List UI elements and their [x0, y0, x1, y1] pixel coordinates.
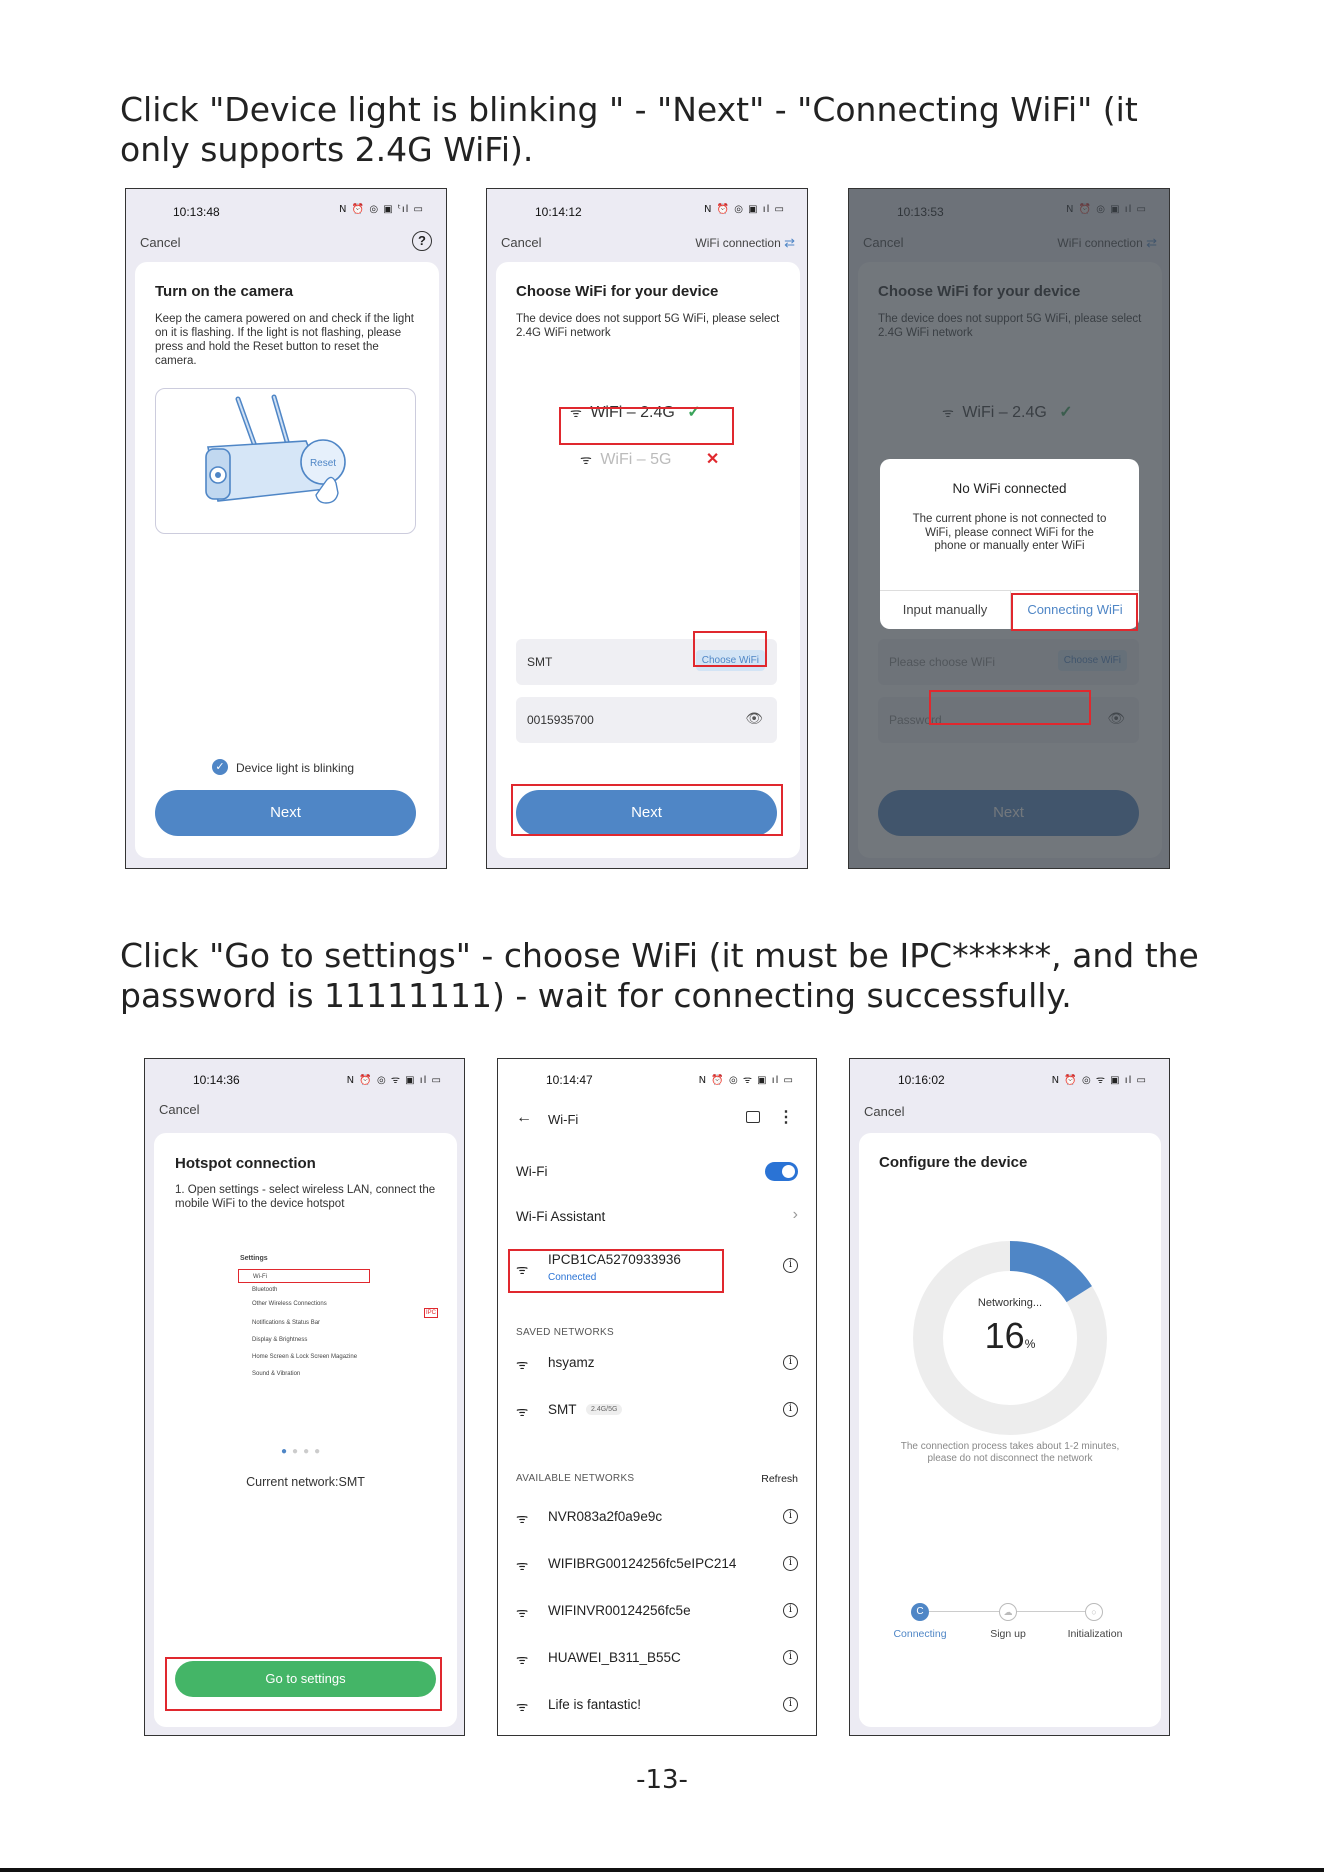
camera-illustration [155, 388, 416, 534]
status-time: 10:14:47 [546, 1073, 593, 1087]
mini-settings-list [238, 1269, 370, 1383]
percent-sign: % [1024, 1337, 1036, 1351]
available-network-row[interactable] [516, 1644, 798, 1684]
info-icon[interactable]: i [783, 1402, 798, 1417]
back-arrow-icon[interactable]: ← [516, 1109, 532, 1126]
band-tag: 2.4G/5G [586, 1404, 622, 1415]
mini-item-notifications: Notifications & Status Bar [252, 1320, 321, 1326]
info-icon[interactable]: i [783, 1650, 798, 1665]
content-card [154, 1133, 457, 1727]
step-connecting-label: Connecting [893, 1628, 947, 1640]
step-signup-icon: ☁ [999, 1603, 1017, 1621]
card-description: Keep the camera powered on and check if the light on it is flashing. If the light is not flashing, please press and hold the Reset button to reset the camera. [155, 313, 414, 367]
step-init-icon: ○ [1085, 1603, 1103, 1621]
card-title: Configure the device [879, 1154, 1028, 1171]
saved-network-row[interactable] [516, 1349, 798, 1389]
checkbox-label: Device light is blinking [236, 761, 355, 775]
network-name: HUAWEI_B311_B55C [548, 1650, 681, 1665]
status-time: 10:14:36 [193, 1073, 240, 1087]
wifi-signal-icon: ᯤ [580, 452, 592, 467]
page-number: -13- [636, 1765, 688, 1795]
swap-icon: ⇄ [784, 235, 795, 250]
wifi-assistant-item[interactable] [516, 1208, 798, 1228]
step-init-label: Initialization [1067, 1628, 1123, 1640]
info-icon[interactable]: i [783, 1258, 798, 1273]
highlight-password [929, 690, 1091, 725]
wifi-lock-icon: ᯤ [516, 1558, 529, 1573]
status-icons: N ⏰ ◎ ᯤ ▣ ıl ▭ [698, 1075, 794, 1086]
status-time: 10:13:48 [173, 205, 220, 219]
check-icon: ✓ [687, 404, 701, 421]
highlight-connecting-wifi [1011, 593, 1138, 631]
dialog-message: The current phone is not connected to WiFi, please connect WiFi for the phone or manually enter WiFi [912, 513, 1107, 552]
camera-icon [156, 389, 417, 535]
connected-network-name: IPCB1CA5270933936 [548, 1252, 681, 1267]
instruction-top: Click "Device light is blinking " - "Next" - "Connecting WiFi" (it only supports 2.4G WiFi). [120, 90, 1138, 169]
go-to-settings-button[interactable]: Go to settings [175, 1661, 436, 1697]
input-manually-button[interactable]: Input manually [902, 602, 988, 617]
network-name: WIFINVR00124256fc5e [548, 1603, 691, 1618]
info-icon[interactable]: i [783, 1697, 798, 1712]
card-title: Choose WiFi for your device [516, 283, 719, 300]
password-value: 0015935700 [527, 713, 594, 727]
progress-percent [859, 1315, 1161, 1357]
saved-network-row[interactable] [516, 1396, 798, 1436]
mini-item-bluetooth: Bluetooth [252, 1287, 278, 1293]
networking-label: Networking... [977, 1297, 1043, 1309]
screen-wifi-settings [497, 1058, 817, 1736]
content-card [859, 1133, 1161, 1727]
screen-hotspot-connection [144, 1058, 465, 1736]
mini-item-wifi: Wi-Fi [238, 1269, 370, 1283]
scan-icon[interactable] [746, 1111, 760, 1123]
password-field[interactable] [516, 697, 777, 743]
cancel-link[interactable]: Cancel [864, 1104, 905, 1119]
wifi-lock-icon: ᯤ [516, 1605, 529, 1620]
mini-item-sound: Sound & Vibration [252, 1371, 301, 1377]
more-icon[interactable]: ⋮ [778, 1109, 794, 1126]
dialog-title: No WiFi connected [952, 481, 1067, 496]
eye-icon[interactable]: 👁 [745, 710, 763, 726]
card-title: Hotspot connection [175, 1155, 316, 1172]
card-description: 1. Open settings - select wireless LAN, connect the mobile WiFi to the device hotspot [175, 1184, 436, 1210]
card-description: The device does not support 5G WiFi, please select 2.4G WiFi network [516, 313, 780, 339]
toggle-knob [782, 1165, 795, 1178]
screen-configure-device [849, 1058, 1170, 1736]
mini-item-wireless: Other Wireless Connections [252, 1301, 327, 1307]
available-network-row[interactable] [516, 1503, 798, 1543]
footer-rule [0, 1868, 1324, 1872]
help-icon[interactable]: ? [412, 231, 432, 251]
wifi-lock-icon: ᯤ [516, 1652, 529, 1667]
wifi-assistant-label: Wi-Fi Assistant [516, 1209, 606, 1224]
highlight-choose-wifi [693, 631, 767, 667]
ssid-value: SMT [527, 655, 553, 669]
next-button[interactable]: Next [155, 790, 416, 836]
chevron-right-icon: › [792, 1206, 798, 1223]
blinking-checkbox[interactable]: ✓ [212, 759, 228, 775]
content-card [135, 262, 439, 858]
available-network-row[interactable] [516, 1550, 798, 1590]
highlight-next [511, 784, 783, 836]
available-network-row[interactable] [516, 1691, 798, 1731]
screen-turn-on-camera [125, 188, 447, 869]
wifi-toggle-label: Wi-Fi [516, 1164, 548, 1179]
network-name: WIFIBRG00124256fc5eIPC214 [548, 1556, 737, 1571]
reset-label: Reset [309, 458, 337, 469]
available-network-row[interactable] [516, 1597, 798, 1637]
choose-wifi-button[interactable]: Choose WiFi [696, 650, 765, 671]
instruction-bottom: Click "Go to settings" - choose WiFi (it must be IPC******, and the password is 11111111) - wait for connecting successfully. [120, 936, 1199, 1015]
wifi-5g-option[interactable] [580, 449, 719, 469]
network-name: Life is fantastic! [548, 1697, 642, 1712]
carousel-dots: ●●●● [281, 1446, 326, 1457]
connecting-wifi-button[interactable]: Connecting WiFi [1010, 590, 1139, 629]
mini-settings-title: Settings [240, 1255, 268, 1262]
highlight-connected-network [508, 1249, 724, 1293]
cancel-link[interactable]: Cancel [159, 1102, 200, 1117]
wifi-lock-icon: ᯤ [516, 1699, 529, 1714]
connected-status: Connected [548, 1272, 597, 1283]
info-icon[interactable]: i [783, 1509, 798, 1524]
current-network: Current network:SMT [246, 1475, 365, 1489]
status-time: 10:14:12 [535, 205, 582, 219]
status-icons: N ⏰ ◎ ᯤ ▣ ıl ▭ [346, 1075, 442, 1086]
percent-value: 16 [984, 1315, 1025, 1356]
wifi-toggle[interactable] [765, 1162, 798, 1181]
info-icon[interactable]: i [783, 1355, 798, 1370]
wifi-connection-label: WiFi connection [695, 236, 781, 250]
cancel-link[interactable]: Cancel [140, 235, 181, 250]
cancel-link[interactable]: Cancel [501, 235, 542, 250]
status-icons: N ⏰ ◎ ᯤ ▣ ıl ▭ [1051, 1075, 1147, 1086]
network-name: NVR083a2f0a9e9c [548, 1509, 663, 1524]
screen-choose-wifi [486, 188, 808, 869]
refresh-button[interactable]: Refresh [761, 1473, 798, 1485]
step-signup-label: Sign up [990, 1628, 1026, 1640]
available-networks-header: AVAILABLE NETWORKS [516, 1473, 635, 1484]
step-connecting-icon: C [911, 1603, 929, 1621]
info-icon[interactable]: i [783, 1556, 798, 1571]
wifi-5g-label: WiFi – 5G [600, 451, 672, 468]
next-button[interactable]: Next [516, 790, 777, 836]
status-icons: N ⏰ ◎ ▣ ᵗıl ▭ [339, 204, 424, 215]
wifi-lock-icon: ᯤ [516, 1357, 529, 1372]
status-time: 10:16:02 [898, 1073, 945, 1087]
saved-networks-header: SAVED NETWORKS [516, 1327, 614, 1338]
mini-ipc-tag: IPC [426, 1310, 437, 1316]
card-title: Turn on the camera [155, 283, 294, 300]
info-icon[interactable]: i [783, 1603, 798, 1618]
cross-icon: ✕ [705, 451, 720, 468]
wifi-24g-label: WiFi – 2.4G [590, 404, 675, 421]
highlight-wifi-24g [559, 407, 734, 445]
wifi-lock-icon: ᯤ [516, 1404, 529, 1419]
connection-note: The connection process takes about 1-2 minutes, please do not disconnect the network [900, 1441, 1120, 1464]
wifi-lock-icon: ᯤ [516, 1511, 529, 1526]
wifi-lock-icon: ᯤ [516, 1262, 529, 1277]
network-name: SMT [548, 1402, 577, 1417]
content-card [496, 262, 800, 858]
wifi-signal-icon: ᯤ [570, 405, 582, 420]
wifi-page-title: Wi-Fi [548, 1112, 579, 1127]
network-name: hsyamz [548, 1355, 595, 1370]
status-icons: N ⏰ ◎ ▣ ıl ▭ [703, 204, 785, 215]
settings-mini-screenshot [234, 1247, 374, 1397]
highlight-go-to-settings [165, 1657, 442, 1711]
screen-no-wifi-dialog [848, 188, 1170, 869]
mini-item-display: Display & Brightness [252, 1337, 308, 1343]
mini-item-homescreen: Home Screen & Lock Screen Magazine [252, 1354, 358, 1360]
wifi-connection-link[interactable] [695, 235, 795, 251]
